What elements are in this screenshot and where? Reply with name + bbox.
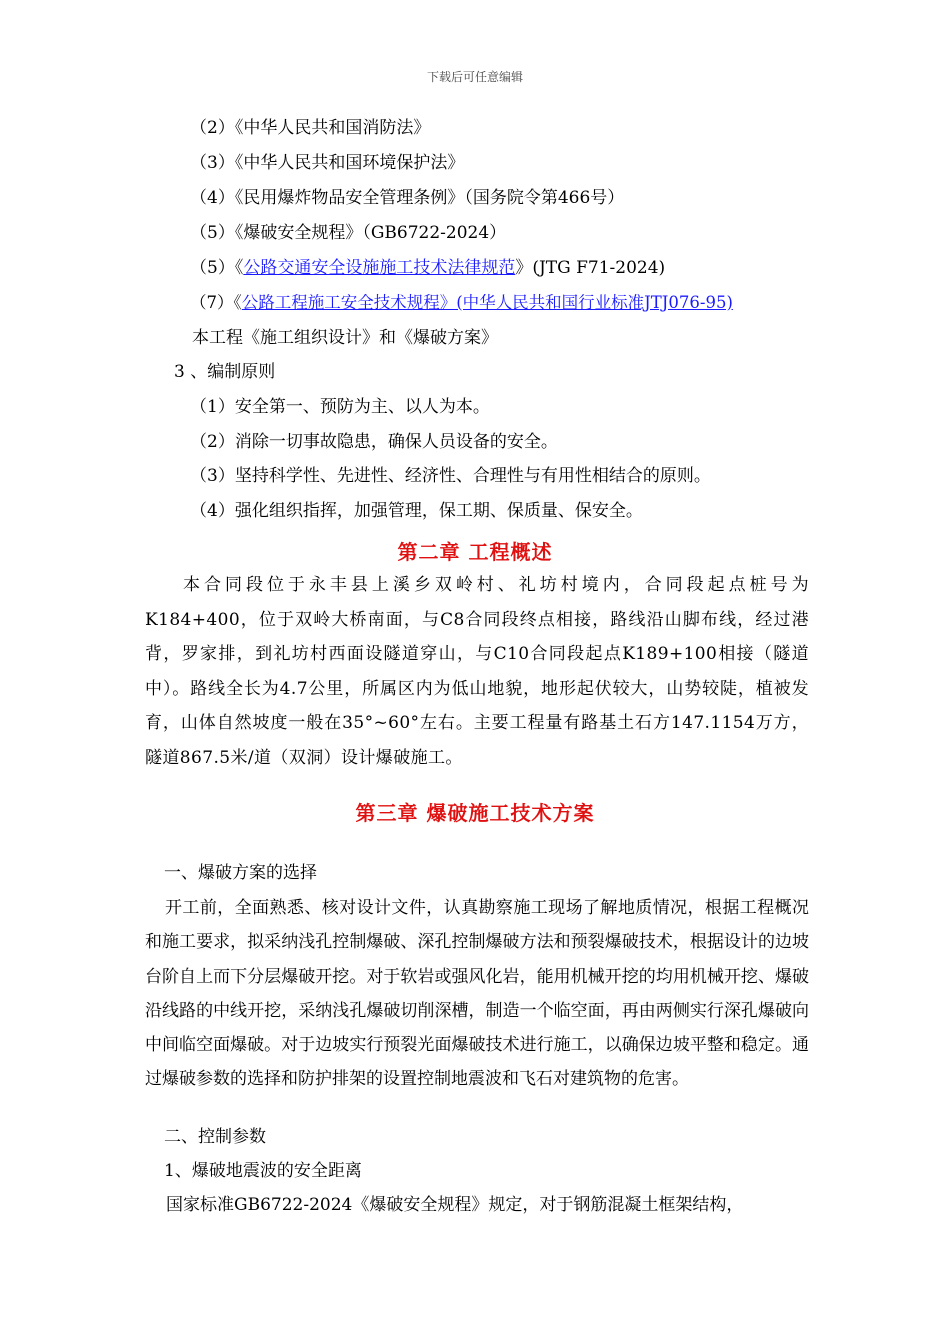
section-body: 开工前，全面熟悉、核对设计文件，认真勘察施工现场了解地质情况，根据工程概况和施工要求，拟采纳浅孔控制爆破、深孔控制爆破方法和预裂爆破技术，根据设计的边坡台阶自上而下分层爆破开挖。对于软岩或强风化岩，能用机械开挖的均用机械开挖、爆破沿线路的中线开挖，采纳浅孔爆破切削深槽，制造一个临空面，再由两侧实行深孔爆破向中间临空面爆破。对于边坡实行预裂光面爆破技术进行施工，以确保边坡平整和稳定。通过爆破参数的选择和防护排架的设置控制地震波和飞石对建筑物的危害。 bbox=[145, 898, 809, 1090]
law-item bbox=[190, 222, 506, 244]
law-item-text: 》(JTG F71-2024) bbox=[515, 258, 666, 278]
law-item-number: （4） bbox=[190, 188, 235, 208]
section-heading: 一、爆破方案的选择 bbox=[164, 863, 317, 883]
law-item-link[interactable]: 公路工程施工安全技术规程》(中华人民共和国行业标准JTJ076-95) bbox=[241, 293, 733, 312]
subsection-body: 国家标准GB6722-2024《爆破安全规程》规定，对于钢筋混凝土框架结构， bbox=[166, 1195, 744, 1215]
law-item-number: （5） bbox=[190, 223, 235, 243]
law-item bbox=[190, 257, 665, 279]
law-item bbox=[190, 117, 430, 139]
subsection-heading: 1、爆破地震波的安全距离 bbox=[164, 1161, 362, 1181]
law-item-number: （7） bbox=[190, 293, 234, 312]
law-item bbox=[190, 152, 464, 174]
law-item-text: 《 bbox=[234, 258, 244, 278]
law-item-text: 《 bbox=[233, 293, 242, 312]
design-docs-line: 本工程《施工组织设计》和《爆破方案》 bbox=[192, 328, 498, 348]
law-item-text: 《中华人民共和国消防法》 bbox=[234, 118, 431, 138]
page-header-note: 下载后可任意编辑 bbox=[426, 70, 523, 84]
principle-item: （1）安全第一、预防为主、以人为本。 bbox=[190, 397, 490, 417]
principles-heading: 3 、编制原则 bbox=[174, 362, 276, 382]
law-item-number: （2） bbox=[190, 118, 235, 138]
principle-item: （3）坚持科学性、先进性、经济性、合理性与有用性相结合的原则。 bbox=[190, 466, 711, 486]
chapter-2-title: 第二章 工程概述 bbox=[397, 540, 553, 564]
law-item-text: 《爆破安全规程》（GB6722-2024） bbox=[234, 223, 507, 243]
law-item bbox=[190, 292, 733, 314]
principle-item: （2）消除一切事故隐患，确保人员设备的安全。 bbox=[190, 432, 558, 452]
law-item-link[interactable]: 公路交通安全设施施工技术法律规范 bbox=[243, 258, 516, 278]
law-item-number: （3） bbox=[190, 153, 235, 173]
chapter-2-body: 本合同段位于永丰县上溪乡双岭村、礼坊村境内，合同段起点桩号为K184+400，位于双岭大桥南面，与C8合同段终点相接，路线沿山脚布线，经过港背，罗家排，到礼坊村西面设隧道穿山，与C10合同段起点K189+100相接（隧道中）。路线全长为4.7公里，所属区内为低山地貌，地形起伏较大，山势较陡，植被发育，山体自然坡度一般在35°~60°左右。主要工程量有路基土石方147.1154万方，隧道867.5米/道（双洞）设计爆破施工。 bbox=[145, 575, 809, 768]
section-heading: 二、控制参数 bbox=[164, 1127, 266, 1147]
principle-item: （4）强化组织指挥，加强管理，保工期、保质量、保安全。 bbox=[190, 501, 643, 521]
law-item-text: 《中华人民共和国环境保护法》 bbox=[234, 153, 465, 173]
law-item bbox=[190, 187, 624, 209]
chapter-3-title: 第三章 爆破施工技术方案 bbox=[355, 801, 595, 825]
law-item-number: （5） bbox=[190, 258, 235, 278]
law-item-text: 《民用爆炸物品安全管理条例》（国务院令第466号） bbox=[234, 188, 625, 208]
